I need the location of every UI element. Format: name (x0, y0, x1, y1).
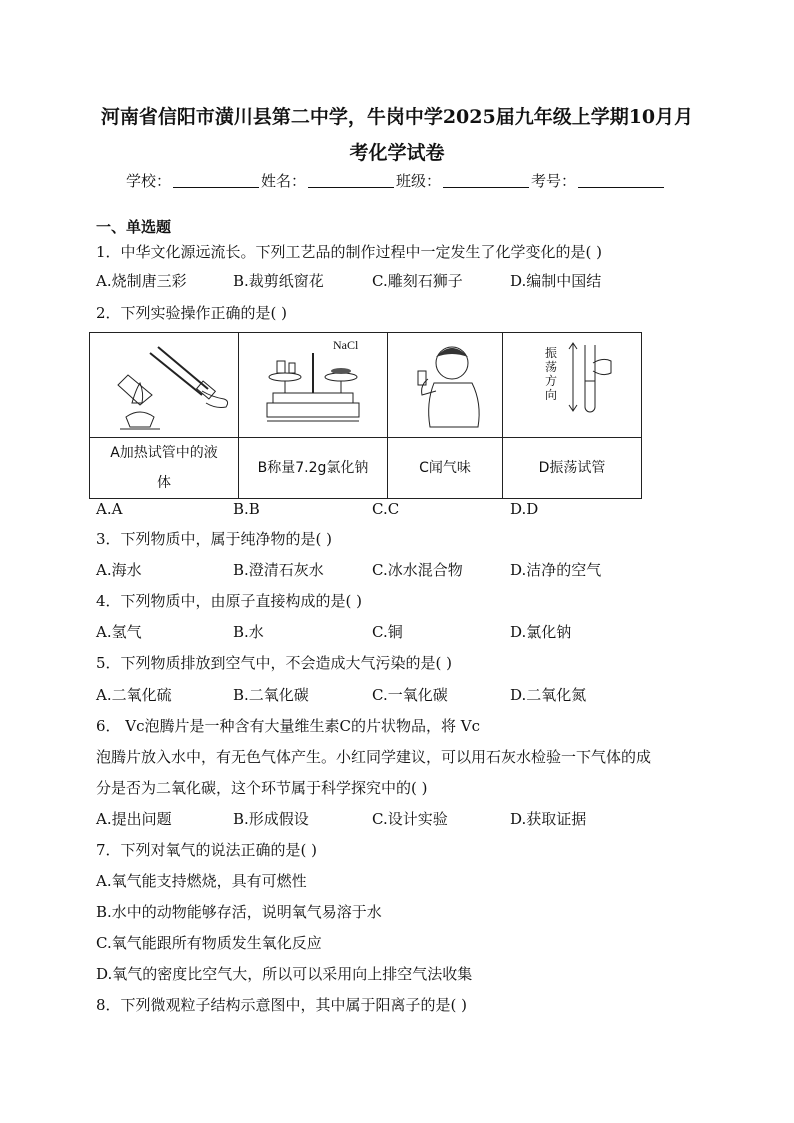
question-2-stem: 2．下列实验操作正确的是( ) (96, 304, 288, 322)
q5-option-c[interactable]: C.一氧化碳 (372, 686, 448, 704)
q3-option-b[interactable]: B.澄清石灰水 (233, 561, 324, 579)
q3-option-d[interactable]: D.洁净的空气 (510, 561, 602, 579)
question-6-stem-line3: 分是否为二氧化碳，这个环节属于科学探究中的( ) (96, 779, 428, 797)
q2-caption-c: C闻气味 (388, 438, 503, 499)
heating-test-tube-figure (90, 333, 238, 437)
q2-image-d (503, 333, 642, 438)
shake-label-3: 方 (545, 374, 558, 388)
shake-label-2: 荡 (545, 360, 558, 374)
q1-option-d[interactable]: D.编制中国结 (510, 272, 602, 290)
name-field[interactable] (308, 173, 394, 188)
question-6-stem-line2: 泡腾片放入水中，有无色气体产生。小红同学建议，可以用石灰水检验一下气体的成 (96, 748, 652, 766)
q1-option-c[interactable]: C.雕刻石狮子 (372, 272, 463, 290)
q2-option-d[interactable]: D.D (510, 500, 539, 518)
q5-option-d[interactable]: D.二氧化氮 (510, 686, 587, 704)
q7-option-d[interactable]: D.氧气的密度比空气大，所以可以采用向上排空气法收集 (96, 965, 473, 983)
q2-option-c[interactable]: C.C (372, 500, 400, 518)
name-label: 姓名： (261, 172, 307, 190)
class-label: 班级： (396, 172, 442, 190)
question-8-stem: 8．下列微观粒子结构示意图中，其中属于阳离子的是( ) (96, 996, 468, 1014)
q3-option-a[interactable]: A.海水 (96, 561, 142, 579)
question-1-stem: 1．中华文化源远流长。下列工艺品的制作过程中一定发生了化学变化的是( ) (96, 243, 603, 261)
balance-scale-figure (239, 333, 387, 437)
number-field[interactable] (578, 173, 664, 188)
number-label: 考号： (531, 172, 577, 190)
smelling-gas-figure (388, 333, 502, 437)
q2-caption-b: B称量7.2g氯化钠 (239, 438, 388, 499)
nacl-label: NaCl (333, 338, 359, 352)
q4-option-b[interactable]: B.水 (233, 623, 264, 641)
question-7-stem: 7．下列对氧气的说法正确的是( ) (96, 841, 318, 859)
q1-option-b[interactable]: B.裁剪纸窗花 (233, 272, 324, 290)
question-6-stem-line1: 6． Vc泡腾片是一种含有大量维生素C的片状物品，将 Vc (96, 717, 481, 735)
class-field[interactable] (443, 173, 529, 188)
q2-image-c (388, 333, 503, 438)
school-field[interactable] (173, 173, 259, 188)
student-info-row (126, 170, 666, 191)
q4-option-c[interactable]: C.铜 (372, 623, 403, 641)
q6-option-d[interactable]: D.获取证据 (510, 810, 587, 828)
exam-title-line2: 考化学试卷 (349, 142, 445, 164)
q2-image-b (239, 333, 388, 438)
q3-option-c[interactable]: C.冰水混合物 (372, 561, 463, 579)
shake-label-4: 向 (545, 388, 558, 402)
q2-image-a (90, 333, 239, 438)
q2-option-a[interactable]: A.A (96, 500, 123, 518)
question-3-stem: 3．下列物质中，属于纯净物的是( ) (96, 530, 333, 548)
q7-option-a[interactable]: A.氧气能支持燃烧，具有可燃性 (96, 872, 307, 890)
q2-option-b[interactable]: B.B (233, 500, 260, 518)
q1-option-a[interactable]: A.烧制唐三彩 (96, 272, 187, 290)
q6-option-c[interactable]: C.设计实验 (372, 810, 448, 828)
shaking-test-tube-figure (503, 333, 641, 437)
q4-option-d[interactable]: D.氯化钠 (510, 623, 572, 641)
q7-option-b[interactable]: B.水中的动物能够存活，说明氧气易溶于水 (96, 903, 382, 921)
q5-option-a[interactable]: A.二氧化硫 (96, 686, 172, 704)
q6-option-a[interactable]: A.提出问题 (96, 810, 172, 828)
q7-option-c[interactable]: C.氧气能跟所有物质发生氧化反应 (96, 934, 322, 952)
section-heading: 一、单选题 (96, 218, 172, 236)
exam-title-line1: 河南省信阳市潢川县第二中学，牛岗中学2025届九年级上学期10月月 (100, 106, 694, 128)
shake-label-1: 振 (545, 346, 558, 360)
q2-figure-table (89, 332, 642, 499)
question-4-stem: 4．下列物质中，由原子直接构成的是( ) (96, 592, 363, 610)
q2-caption-a: A加热试管中的液体 (90, 438, 239, 499)
q2-caption-d: D振荡试管 (503, 438, 642, 499)
q6-option-b[interactable]: B.形成假设 (233, 810, 309, 828)
question-5-stem: 5．下列物质排放到空气中，不会造成大气污染的是( ) (96, 654, 453, 672)
school-label: 学校： (126, 172, 172, 190)
q5-option-b[interactable]: B.二氧化碳 (233, 686, 309, 704)
q4-option-a[interactable]: A.氢气 (96, 623, 142, 641)
